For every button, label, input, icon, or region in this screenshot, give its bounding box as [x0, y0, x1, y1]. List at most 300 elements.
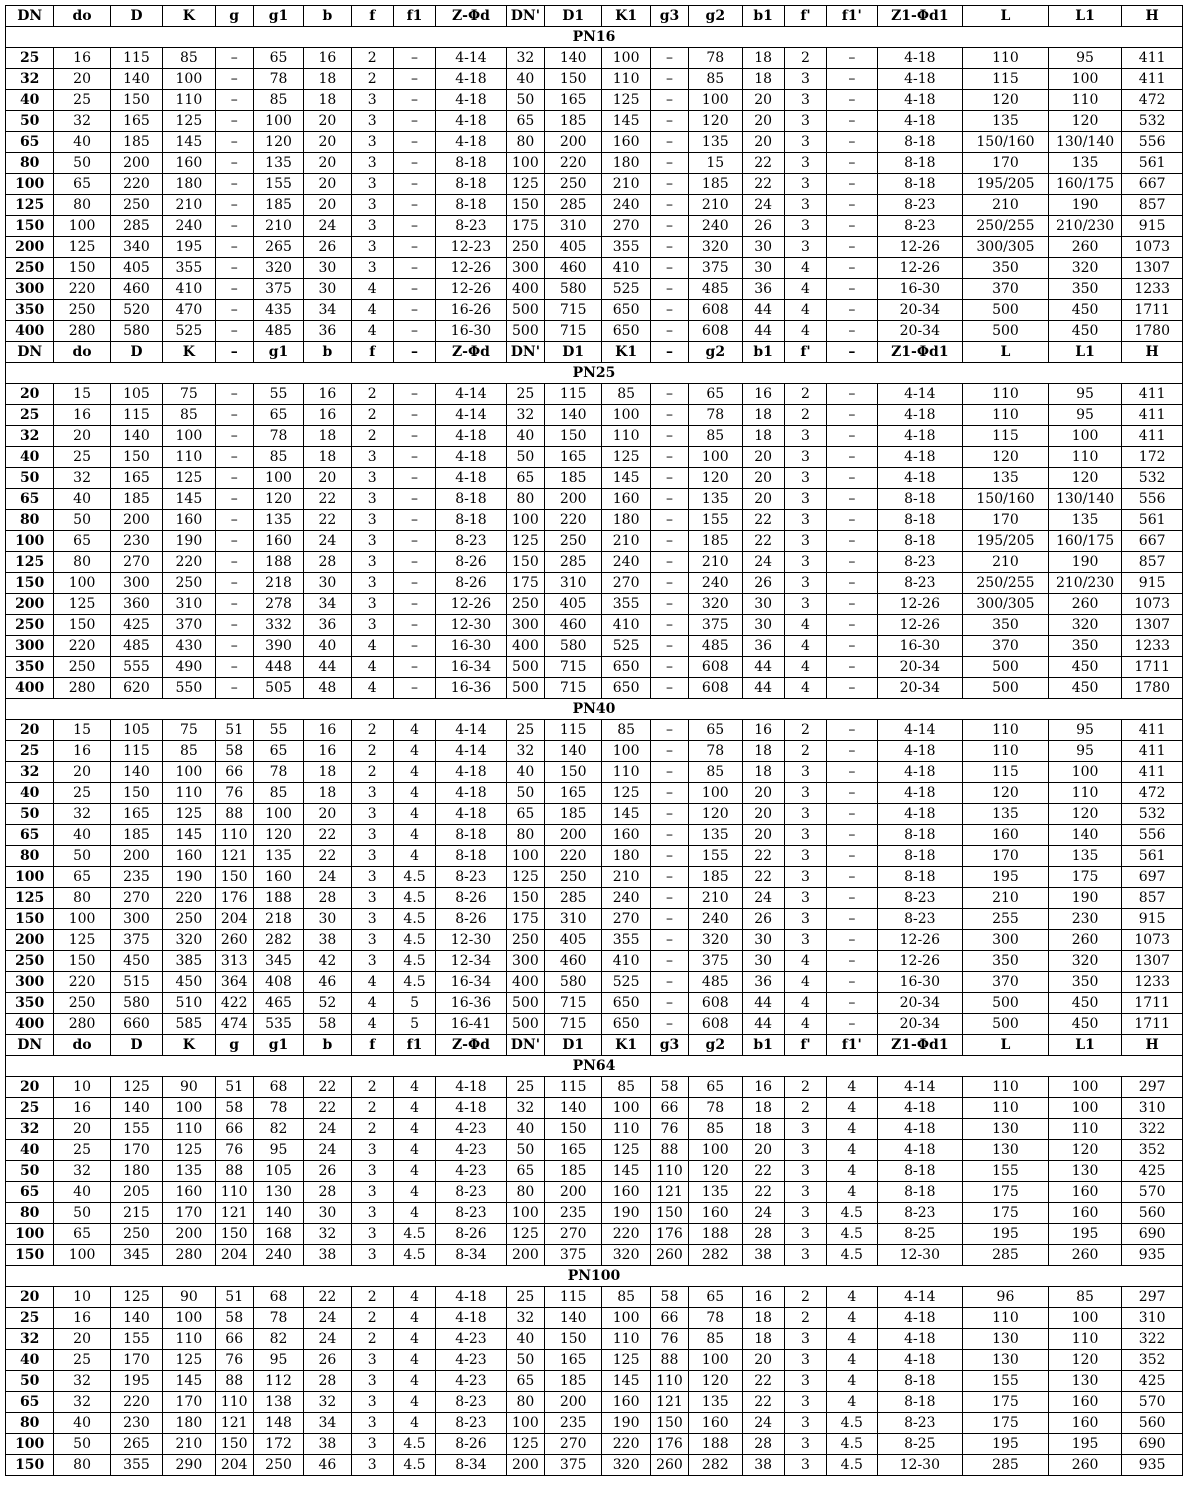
table-cell: – [827, 615, 877, 636]
table-cell: 30 [742, 237, 784, 258]
table-cell: 4-18 [877, 762, 963, 783]
table-cell: 55 [253, 384, 303, 405]
table-cell: 175 [506, 216, 544, 237]
table-cell: 300 [506, 615, 544, 636]
table-cell: 22 [742, 174, 784, 195]
table-cell: 125 [163, 468, 215, 489]
table-cell: 4 [784, 657, 826, 678]
table-row [6, 279, 1183, 300]
table-cell: 165 [545, 1140, 602, 1161]
table-cell: 12-26 [877, 615, 963, 636]
table-cell: 20-34 [877, 300, 963, 321]
table-cell: 88 [215, 804, 253, 825]
dn-cell: 50 [6, 468, 54, 489]
table-cell: 500 [963, 321, 1049, 342]
table-cell: 322 [1122, 1329, 1183, 1350]
table-cell: 250 [506, 237, 544, 258]
column-header: L [963, 1035, 1049, 1056]
table-cell: 3 [784, 447, 826, 468]
pressure-class-title: PN40 [6, 699, 1183, 720]
table-cell: 18 [304, 783, 351, 804]
table-cell: 355 [110, 1455, 162, 1476]
table-cell: – [827, 993, 877, 1014]
dn-cell: 20 [6, 720, 54, 741]
table-cell: 32 [54, 1392, 110, 1413]
table-cell: 4-18 [877, 1119, 963, 1140]
table-cell: 170 [963, 153, 1049, 174]
table-cell: 3 [351, 132, 393, 153]
table-cell: 16 [304, 741, 351, 762]
table-cell: 44 [742, 300, 784, 321]
table-cell: 20 [742, 489, 784, 510]
table-row [6, 972, 1183, 993]
table-cell: 20 [304, 195, 351, 216]
table-cell: – [827, 846, 877, 867]
table-cell: 65 [506, 1371, 544, 1392]
table-cell: 297 [1122, 1077, 1183, 1098]
table-cell: 76 [215, 783, 253, 804]
table-cell: 390 [253, 636, 303, 657]
table-cell: 160 [253, 531, 303, 552]
table-cell: 8-23 [877, 552, 963, 573]
table-row [6, 1329, 1183, 1350]
table-cell: – [650, 468, 688, 489]
table-cell: 857 [1122, 195, 1183, 216]
table-cell: 425 [110, 615, 162, 636]
table-cell: 3 [351, 1434, 393, 1455]
table-cell: 20 [304, 804, 351, 825]
table-cell: 2 [351, 720, 393, 741]
table-cell: 125 [602, 90, 650, 111]
table-cell: 355 [163, 258, 215, 279]
table-cell: – [827, 804, 877, 825]
table-cell: 561 [1122, 510, 1183, 531]
table-row [6, 741, 1183, 762]
table-cell: – [827, 909, 877, 930]
table-cell: 4-18 [877, 1308, 963, 1329]
table-cell: 22 [742, 510, 784, 531]
table-cell: 3 [784, 1182, 826, 1203]
table-cell: 172 [253, 1434, 303, 1455]
table-cell: – [215, 405, 253, 426]
table-cell: 410 [602, 615, 650, 636]
table-cell: – [215, 468, 253, 489]
table-cell: 4-14 [877, 384, 963, 405]
table-cell: 620 [110, 678, 162, 699]
table-cell: – [393, 489, 435, 510]
table-cell: 4 [827, 1161, 877, 1182]
table-cell: 3 [351, 1392, 393, 1413]
table-cell: 150 [54, 615, 110, 636]
table-cell: 22 [742, 1182, 784, 1203]
table-cell: 130 [963, 1140, 1049, 1161]
table-cell: 150 [545, 762, 602, 783]
table-cell: 120 [689, 1371, 742, 1392]
table-cell: 65 [54, 1224, 110, 1245]
table-cell: 580 [545, 636, 602, 657]
pressure-class-row [6, 1266, 1183, 1287]
column-header: Z1-Φd1 [877, 6, 963, 27]
table-cell: 556 [1122, 132, 1183, 153]
table-cell: 240 [163, 216, 215, 237]
table-cell: 532 [1122, 111, 1183, 132]
table-cell: 155 [963, 1161, 1049, 1182]
table-cell: 3 [784, 510, 826, 531]
table-cell: 235 [545, 1203, 602, 1224]
table-cell: 125 [54, 930, 110, 951]
table-cell: 3 [351, 216, 393, 237]
table-cell: 220 [54, 636, 110, 657]
dn-cell: 80 [6, 510, 54, 531]
table-cell: 65 [54, 867, 110, 888]
table-cell: 608 [689, 993, 742, 1014]
table-row [6, 594, 1183, 615]
table-cell: – [215, 111, 253, 132]
table-cell: 1711 [1122, 1014, 1183, 1035]
table-cell: 44 [742, 678, 784, 699]
table-cell: 58 [650, 1077, 688, 1098]
table-cell: 85 [602, 1077, 650, 1098]
table-row [6, 321, 1183, 342]
table-cell: 125 [54, 594, 110, 615]
table-cell: 300 [110, 573, 162, 594]
table-cell: 121 [650, 1182, 688, 1203]
table-cell: 322 [1122, 1119, 1183, 1140]
table-cell: 218 [253, 573, 303, 594]
column-header: f1' [827, 1035, 877, 1056]
table-cell: 282 [689, 1245, 742, 1266]
table-cell: – [650, 258, 688, 279]
table-cell: 4 [351, 678, 393, 699]
table-row [6, 1245, 1183, 1266]
table-cell: 270 [545, 1434, 602, 1455]
table-cell: 4.5 [827, 1245, 877, 1266]
table-cell: – [827, 489, 877, 510]
table-cell: 155 [689, 846, 742, 867]
table-cell: 50 [54, 510, 110, 531]
table-cell: – [650, 762, 688, 783]
table-cell: 220 [163, 888, 215, 909]
table-cell: 240 [602, 888, 650, 909]
table-cell: 165 [545, 447, 602, 468]
table-cell: 4 [393, 1329, 435, 1350]
table-cell: 78 [689, 405, 742, 426]
table-cell: 320 [602, 1245, 650, 1266]
table-cell: 3 [784, 1392, 826, 1413]
table-cell: 3 [784, 1161, 826, 1182]
table-cell: 220 [545, 153, 602, 174]
column-header: g2 [689, 1035, 742, 1056]
table-cell: 3 [784, 132, 826, 153]
table-cell: 12-26 [877, 258, 963, 279]
table-cell: 26 [304, 237, 351, 258]
table-cell: 460 [110, 279, 162, 300]
table-cell: 160 [689, 1413, 742, 1434]
table-cell: 80 [54, 888, 110, 909]
table-cell: 150 [506, 552, 544, 573]
column-header: g3 [650, 1035, 688, 1056]
table-cell: 130 [1048, 1371, 1122, 1392]
table-cell: 160 [689, 1203, 742, 1224]
table-cell: 3 [784, 888, 826, 909]
table-cell: 172 [1122, 447, 1183, 468]
table-cell: 4-14 [436, 405, 507, 426]
table-cell: 120 [963, 90, 1049, 111]
table-cell: 4.5 [393, 1455, 435, 1476]
table-cell: 4 [827, 1350, 877, 1371]
table-cell: 110 [163, 1119, 215, 1140]
column-header: – [215, 342, 253, 363]
table-cell: 58 [650, 1287, 688, 1308]
table-cell: 160 [602, 825, 650, 846]
table-row [6, 1098, 1183, 1119]
column-header: H [1122, 342, 1183, 363]
dn-cell: 100 [6, 174, 54, 195]
table-cell: – [650, 1014, 688, 1035]
table-cell: 525 [163, 321, 215, 342]
table-cell: 22 [304, 1098, 351, 1119]
table-cell: 8-18 [877, 825, 963, 846]
table-cell: 130 [1048, 1161, 1122, 1182]
table-cell: – [650, 237, 688, 258]
table-cell: 608 [689, 657, 742, 678]
column-header: D [110, 1035, 162, 1056]
table-cell: 66 [215, 1119, 253, 1140]
table-cell: 300 [506, 951, 544, 972]
table-cell: 4.5 [393, 888, 435, 909]
column-header: D1 [545, 342, 602, 363]
table-cell: 155 [110, 1329, 162, 1350]
table-cell: 4-18 [877, 468, 963, 489]
column-header: D [110, 342, 162, 363]
table-cell: 105 [110, 720, 162, 741]
table-cell: – [393, 573, 435, 594]
table-cell: – [827, 825, 877, 846]
table-cell: 125 [163, 1350, 215, 1371]
table-row [6, 1161, 1183, 1182]
table-cell: 561 [1122, 153, 1183, 174]
table-cell: 32 [54, 468, 110, 489]
table-cell: 4-14 [436, 48, 507, 69]
table-cell: 155 [110, 1119, 162, 1140]
table-cell: 4-23 [436, 1329, 507, 1350]
table-row [6, 111, 1183, 132]
table-cell: – [650, 846, 688, 867]
table-cell: 210/230 [1048, 573, 1122, 594]
table-cell: – [215, 594, 253, 615]
table-cell: – [650, 636, 688, 657]
table-cell: 411 [1122, 69, 1183, 90]
table-cell: 195/205 [963, 531, 1049, 552]
pressure-class-title: PN16 [6, 27, 1183, 48]
table-cell: 16-41 [436, 1014, 507, 1035]
table-cell: – [827, 447, 877, 468]
table-cell: – [215, 531, 253, 552]
table-cell: 190 [602, 1413, 650, 1434]
table-cell: – [650, 447, 688, 468]
table-cell: 24 [742, 552, 784, 573]
table-cell: 4 [827, 1098, 877, 1119]
table-cell: 300 [506, 258, 544, 279]
table-cell: 165 [545, 1350, 602, 1371]
table-cell: 185 [545, 1371, 602, 1392]
table-cell: 450 [163, 972, 215, 993]
table-cell: 160 [963, 825, 1049, 846]
table-cell: 8-23 [436, 1392, 507, 1413]
table-cell: 4 [393, 1119, 435, 1140]
table-cell: 95 [253, 1140, 303, 1161]
table-cell: 4.5 [393, 1245, 435, 1266]
table-cell: 200 [110, 846, 162, 867]
dn-cell: 20 [6, 384, 54, 405]
table-cell: 110 [602, 426, 650, 447]
table-cell: 20 [54, 762, 110, 783]
table-cell: – [827, 132, 877, 153]
table-cell: 472 [1122, 783, 1183, 804]
table-cell: 410 [602, 258, 650, 279]
column-header-row [6, 6, 1183, 27]
table-cell: 32 [54, 1161, 110, 1182]
table-cell: 4 [393, 1371, 435, 1392]
table-cell: 100 [602, 1098, 650, 1119]
table-cell: 205 [110, 1182, 162, 1203]
table-cell: – [827, 720, 877, 741]
table-cell: 3 [784, 174, 826, 195]
table-cell: – [827, 48, 877, 69]
table-cell: 285 [963, 1245, 1049, 1266]
table-cell: 3 [351, 552, 393, 573]
table-cell: 3 [351, 804, 393, 825]
table-cell: 85 [602, 384, 650, 405]
table-cell: – [393, 153, 435, 174]
table-cell: 150 [545, 1119, 602, 1140]
table-cell: 4.5 [393, 972, 435, 993]
table-cell: 175 [963, 1413, 1049, 1434]
column-header: Z-Φd [436, 1035, 507, 1056]
table-cell: 4-18 [877, 48, 963, 69]
table-cell: 110 [602, 69, 650, 90]
table-cell: 375 [689, 615, 742, 636]
table-cell: 4 [827, 1308, 877, 1329]
table-cell: 20 [742, 132, 784, 153]
table-cell: 200 [110, 153, 162, 174]
table-cell: – [393, 405, 435, 426]
table-cell: 500 [506, 321, 544, 342]
table-cell: 3 [784, 1413, 826, 1434]
table-cell: 125 [506, 1434, 544, 1455]
table-cell: 285 [110, 216, 162, 237]
table-cell: 110 [163, 447, 215, 468]
table-cell: 135 [253, 510, 303, 531]
table-cell: 10 [54, 1077, 110, 1098]
table-cell: 3 [784, 1245, 826, 1266]
table-cell: 4-18 [436, 447, 507, 468]
table-cell: 715 [545, 1014, 602, 1035]
table-cell: 24 [304, 1140, 351, 1161]
column-header: g3 [650, 6, 688, 27]
table-cell: 8-18 [436, 195, 507, 216]
table-cell: 20 [54, 1329, 110, 1350]
table-cell: 220 [545, 846, 602, 867]
table-cell: 320 [689, 594, 742, 615]
table-cell: 115 [110, 48, 162, 69]
table-cell: 4 [351, 1014, 393, 1035]
table-cell: – [650, 153, 688, 174]
table-cell: 36 [742, 636, 784, 657]
dn-cell: 100 [6, 867, 54, 888]
table-cell: 100 [1048, 1098, 1122, 1119]
table-cell: – [650, 216, 688, 237]
table-cell: 30 [304, 909, 351, 930]
table-cell: 130 [963, 1350, 1049, 1371]
table-cell: 12-26 [436, 279, 507, 300]
table-cell: – [650, 972, 688, 993]
table-cell: 500 [963, 1014, 1049, 1035]
table-cell: 715 [545, 678, 602, 699]
table-cell: 195 [1048, 1434, 1122, 1455]
pressure-class-row [6, 699, 1183, 720]
table-cell: 3 [351, 573, 393, 594]
table-cell: 20 [742, 447, 784, 468]
table-cell: 78 [253, 426, 303, 447]
table-cell: 2 [351, 1098, 393, 1119]
table-cell: 411 [1122, 762, 1183, 783]
table-cell: 135 [163, 1161, 215, 1182]
table-cell: 8-34 [436, 1455, 507, 1476]
table-cell: 65 [689, 384, 742, 405]
table-cell: 470 [163, 300, 215, 321]
table-cell: – [215, 510, 253, 531]
table-cell: 76 [215, 1140, 253, 1161]
table-cell: 100 [1048, 762, 1122, 783]
table-cell: 100 [602, 48, 650, 69]
table-cell: 85 [602, 720, 650, 741]
table-row [6, 300, 1183, 321]
table-cell: 250 [545, 867, 602, 888]
table-cell: 24 [742, 1203, 784, 1224]
table-cell: 8-18 [436, 846, 507, 867]
table-cell: 500 [963, 657, 1049, 678]
table-row [6, 930, 1183, 951]
table-cell: 20-34 [877, 993, 963, 1014]
table-cell: 150 [545, 1329, 602, 1350]
table-cell: 3 [351, 1455, 393, 1476]
table-cell: 185 [110, 489, 162, 510]
table-cell: 350 [1048, 636, 1122, 657]
table-cell: – [650, 741, 688, 762]
table-cell: 130 [963, 1119, 1049, 1140]
table-cell: 16-36 [436, 993, 507, 1014]
table-cell: 2 [351, 1329, 393, 1350]
table-cell: 26 [304, 1161, 351, 1182]
table-cell: 32 [506, 741, 544, 762]
table-cell: 4-18 [877, 1350, 963, 1371]
column-header: do [54, 6, 110, 27]
table-cell: 12-26 [877, 951, 963, 972]
table-cell: 210 [689, 552, 742, 573]
table-cell: – [393, 258, 435, 279]
table-row [6, 1077, 1183, 1098]
table-cell: 30 [304, 279, 351, 300]
table-cell: 580 [545, 972, 602, 993]
table-cell: 38 [304, 1245, 351, 1266]
table-cell: 100 [54, 216, 110, 237]
table-cell: 3 [784, 1455, 826, 1476]
table-cell: 100 [506, 1413, 544, 1434]
table-cell: 1073 [1122, 594, 1183, 615]
table-cell: – [827, 300, 877, 321]
column-header: L1 [1048, 1035, 1122, 1056]
